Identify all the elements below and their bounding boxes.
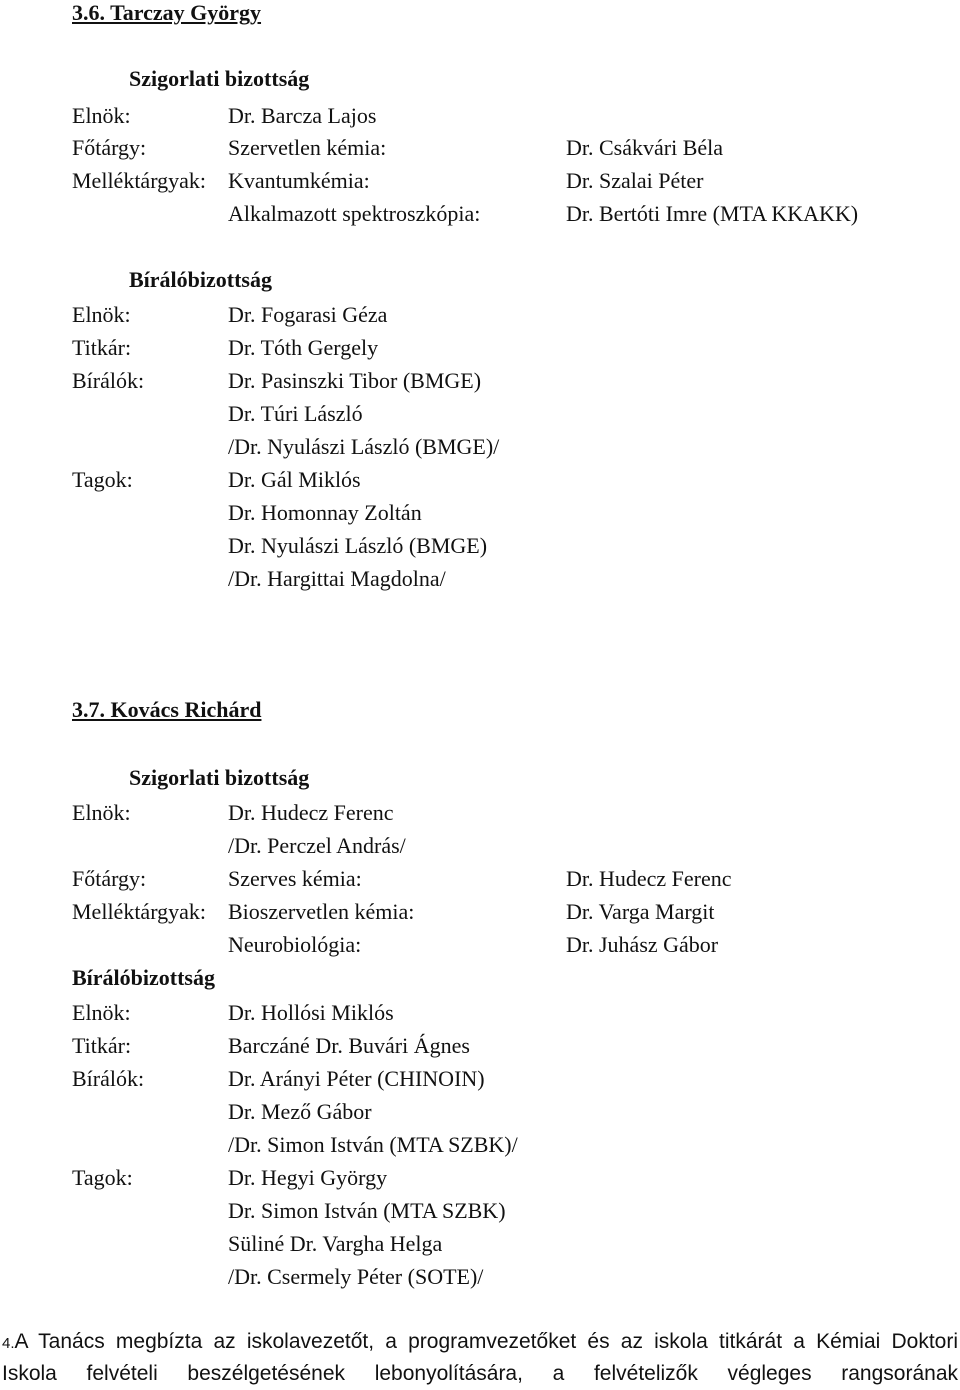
melleklet-subject-2-2: Neurobiológia: <box>228 932 362 957</box>
tag-2-4: /Dr. Csermely Péter (SOTE)/ <box>228 1264 484 1289</box>
titkar-label: Titkár: <box>72 335 132 360</box>
melleklet-examiner-2-2: Dr. Juhász Gábor <box>566 932 719 957</box>
bb-elnok-value-2: Dr. Hollósi Miklós <box>228 1000 394 1025</box>
biralo-2: Dr. Túri László <box>228 401 363 426</box>
biralo-2-1: Dr. Arányi Péter (CHINOIN) <box>228 1066 485 1091</box>
tag-2-1: Dr. Hegyi György <box>228 1165 388 1190</box>
fotargy-subject-2: Szerves kémia: <box>228 866 362 891</box>
titkar-value-2: Barczáné Dr. Buvári Ágnes <box>228 1033 470 1058</box>
biralok-label: Bírálók: <box>72 368 145 393</box>
paragraph-4-text-1: A Tanács megbízta az iskolavezetőt, a programvezetőket és az iskola titkárát a Kémiai Doktori <box>14 1330 958 1353</box>
biralo-2-2: Dr. Mező Gábor <box>228 1099 372 1124</box>
tag-1: Dr. Gál Miklós <box>228 467 361 492</box>
paragraph-number: 4. <box>2 1335 15 1352</box>
section-title-3-7: 3.7. Kovács Richárd <box>72 697 262 722</box>
melleklet-examiner-2-1: Dr. Varga Margit <box>566 899 715 924</box>
melleklet-label: Melléktárgyak: <box>72 168 206 193</box>
melleklet-examiner-2: Dr. Bertóti Imre (MTA KKAKK) <box>566 201 859 226</box>
biralok-label-2: Bírálók: <box>72 1066 145 1091</box>
melleklet-subject-1: Kvantumkémia: <box>228 168 370 193</box>
paragraph-4-line-2: Iskola felvételi beszélgetésének lebonyolítására, a felvételizők végleges rangsorának <box>2 1362 958 1385</box>
bb-elnok-value: Dr. Fogarasi Géza <box>228 302 388 327</box>
biralo-3: /Dr. Nyulászi László (BMGE)/ <box>228 434 500 459</box>
fotargy-examiner-2: Dr. Hudecz Ferenc <box>566 866 732 891</box>
tagok-label: Tagok: <box>72 467 133 492</box>
melleklet-examiner-1: Dr. Szalai Péter <box>566 168 704 193</box>
biralo-1: Dr. Pasinszki Tibor (BMGE) <box>228 368 482 393</box>
tag-2-3: Süliné Dr. Vargha Helga <box>228 1231 443 1256</box>
biralobizottsag-heading-2: Bírálóbizottság <box>72 965 215 990</box>
tagok-label-2: Tagok: <box>72 1165 133 1190</box>
elnok-label: Elnök: <box>72 103 131 128</box>
tag-2: Dr. Homonnay Zoltán <box>228 500 422 525</box>
tag-4: /Dr. Hargittai Magdolna/ <box>228 566 446 591</box>
titkar-label-2: Titkár: <box>72 1033 132 1058</box>
bb-elnok-label-2: Elnök: <box>72 1000 131 1025</box>
bb-elnok-label: Elnök: <box>72 302 131 327</box>
paragraph-4-line-1 <box>2 1326 958 1360</box>
fotargy-label: Főtárgy: <box>72 135 147 160</box>
biralo-2-3: /Dr. Simon István (MTA SZBK)/ <box>228 1132 518 1157</box>
melleklet-subject-2: Alkalmazott spektroszkópia: <box>228 201 481 226</box>
melleklet-subject-2-1: Bioszervetlen kémia: <box>228 899 415 924</box>
elnok-label-2: Elnök: <box>72 800 131 825</box>
section-title-3-6: 3.6. Tarczay György <box>72 0 262 25</box>
melleklet-label-2: Melléktárgyak: <box>72 899 206 924</box>
szigorlati-heading: Szigorlati bizottság <box>129 66 310 91</box>
fotargy-label-2: Főtárgy: <box>72 866 147 891</box>
titkar-value: Dr. Tóth Gergely <box>228 335 379 360</box>
tag-3: Dr. Nyulászi László (BMGE) <box>228 533 488 558</box>
elnok-value-2: Dr. Hudecz Ferenc <box>228 800 394 825</box>
fotargy-examiner: Dr. Csákvári Béla <box>566 135 724 160</box>
fotargy-subject: Szervetlen kémia: <box>228 135 387 160</box>
elnok-value: Dr. Barcza Lajos <box>228 103 377 128</box>
szigorlati-heading-2: Szigorlati bizottság <box>129 765 310 790</box>
tag-2-2: Dr. Simon István (MTA SZBK) <box>228 1198 506 1223</box>
biralobizottsag-heading: Bírálóbizottság <box>129 267 272 292</box>
elnok-alternate-2: /Dr. Perczel András/ <box>228 833 406 858</box>
